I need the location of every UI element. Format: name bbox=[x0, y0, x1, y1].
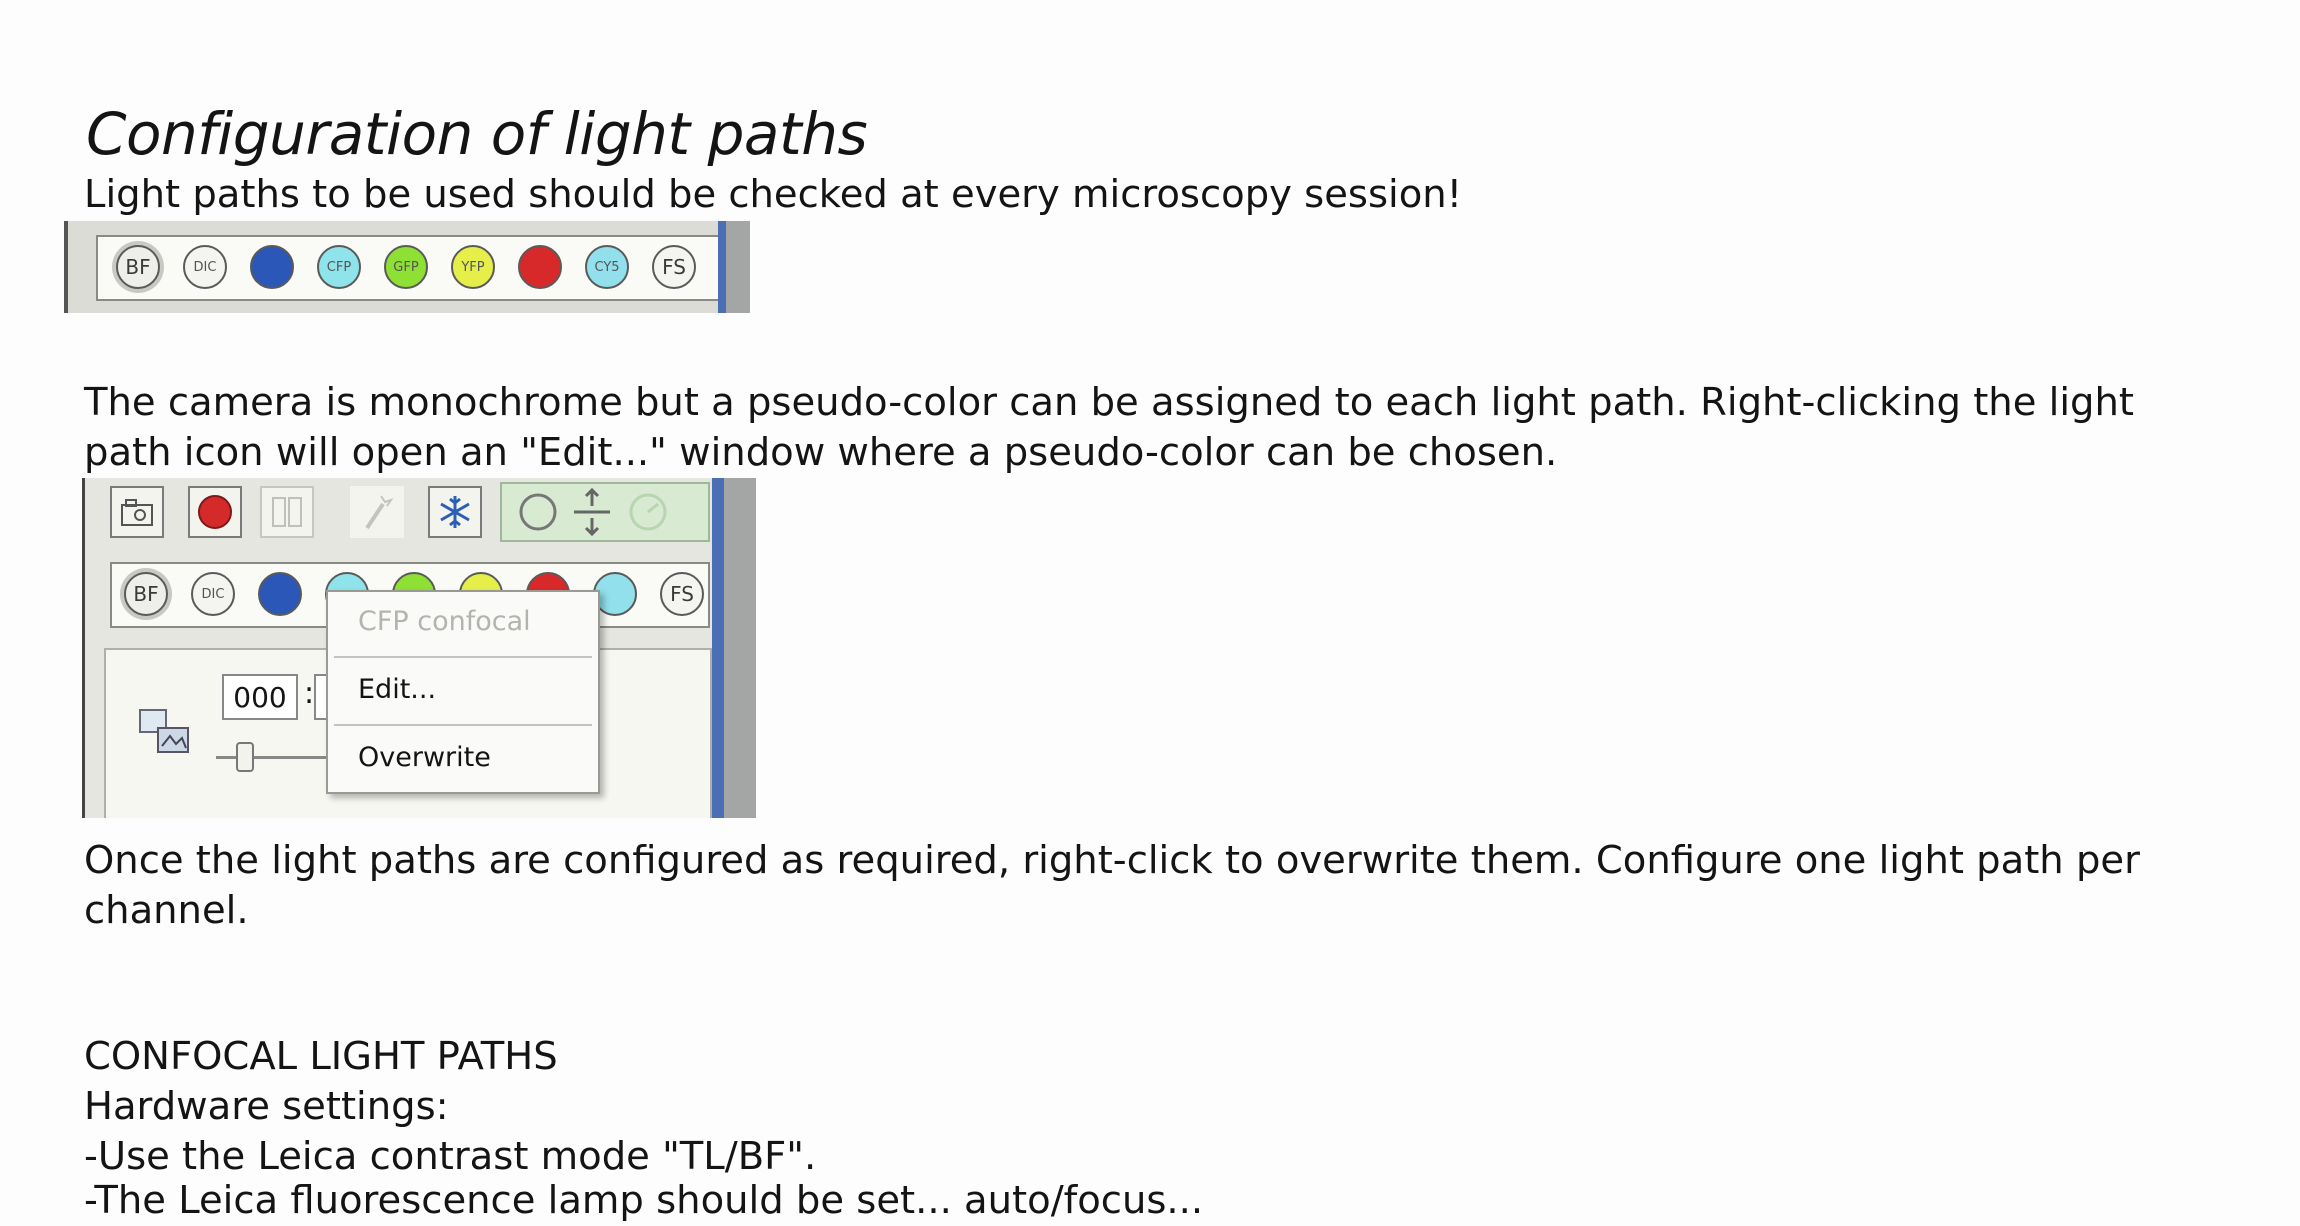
paragraph-2-line-2: path icon will open an "Edit..." window where a pseudo-color can be chosen. bbox=[84, 430, 1558, 475]
light-path-button-cy5[interactable] bbox=[585, 245, 629, 289]
blue-divider bbox=[712, 478, 724, 818]
paragraph-2-line-1: The camera is monochrome but a pseudo-color can be assigned to each light path. Right-clicking the light bbox=[84, 380, 2134, 425]
light-path-button-fs[interactable] bbox=[660, 572, 704, 616]
light-path-label: CY5 bbox=[594, 259, 620, 275]
time-input[interactable]: 000 bbox=[222, 674, 298, 720]
light-path-label: DIC bbox=[201, 586, 225, 602]
record-icon[interactable] bbox=[188, 486, 242, 538]
grey-divider bbox=[726, 221, 750, 313]
light-path-button-gfp[interactable] bbox=[384, 245, 428, 289]
camera-icon[interactable] bbox=[110, 486, 164, 538]
light-path-button-fs[interactable] bbox=[652, 245, 696, 289]
image-icon bbox=[138, 706, 194, 756]
page-title: Configuration of light paths bbox=[86, 100, 868, 168]
section-heading: CONFOCAL LIGHT PATHS bbox=[84, 1034, 558, 1079]
light-path-label: BF bbox=[125, 255, 151, 279]
light-path-button-bf[interactable] bbox=[116, 245, 160, 289]
light-path-button-bf[interactable] bbox=[124, 572, 168, 616]
colon-separator: : bbox=[304, 676, 315, 711]
light-path-label: CFP bbox=[326, 259, 352, 275]
light-path-button-color-6[interactable] bbox=[518, 245, 562, 289]
context-menu-screenshot bbox=[82, 478, 756, 818]
menu-item-edit[interactable]: Edit... bbox=[358, 674, 437, 705]
light-path-label: BF bbox=[133, 582, 159, 606]
light-path-button-dic[interactable] bbox=[191, 572, 235, 616]
light-path-label: YFP bbox=[461, 259, 485, 275]
wand-icon[interactable] bbox=[350, 486, 404, 538]
light-path-button-color-2[interactable] bbox=[250, 245, 294, 289]
focus-toolbar-group bbox=[500, 482, 710, 542]
light-path-label: DIC bbox=[193, 259, 217, 275]
menu-separator bbox=[334, 656, 592, 658]
intro-text: Light paths to be used should be checked at every microscopy session! bbox=[84, 172, 1463, 217]
bullet-contrast-mode: -Use the Leica contrast mode "TL/BF". bbox=[84, 1134, 817, 1179]
light-path-label: GFP bbox=[393, 259, 419, 275]
bullet-partial: -The Leica fluorescence lamp should be set... auto/focus... bbox=[84, 1178, 1204, 1223]
blue-divider bbox=[718, 221, 726, 313]
light-path-button-dic[interactable] bbox=[183, 245, 227, 289]
light-path-button-color-2[interactable] bbox=[258, 572, 302, 616]
paragraph-3-line-1: Once the light paths are configured as required, right-click to overwrite them. Configure one light path per bbox=[84, 838, 2140, 883]
menu-item-overwrite[interactable]: Overwrite bbox=[358, 742, 491, 773]
grey-divider bbox=[724, 478, 756, 818]
hardware-settings-label: Hardware settings: bbox=[84, 1084, 449, 1129]
scan-edge bbox=[64, 221, 68, 313]
light-path-label: FS bbox=[670, 582, 694, 606]
light-path-label: FS bbox=[662, 255, 686, 279]
snowflake-icon[interactable] bbox=[428, 486, 482, 538]
light-path-toolbar-screenshot bbox=[64, 221, 750, 313]
scan-edge bbox=[82, 478, 85, 818]
paragraph-3-line-2: channel. bbox=[84, 888, 249, 933]
light-path-button-cfp[interactable] bbox=[317, 245, 361, 289]
columns-icon[interactable] bbox=[260, 486, 314, 538]
exposure-slider-thumb[interactable] bbox=[236, 742, 254, 772]
context-menu bbox=[326, 590, 600, 794]
menu-separator bbox=[334, 724, 592, 726]
menu-header-cfp-confocal: CFP confocal bbox=[358, 606, 531, 637]
light-path-button-yfp[interactable] bbox=[451, 245, 495, 289]
